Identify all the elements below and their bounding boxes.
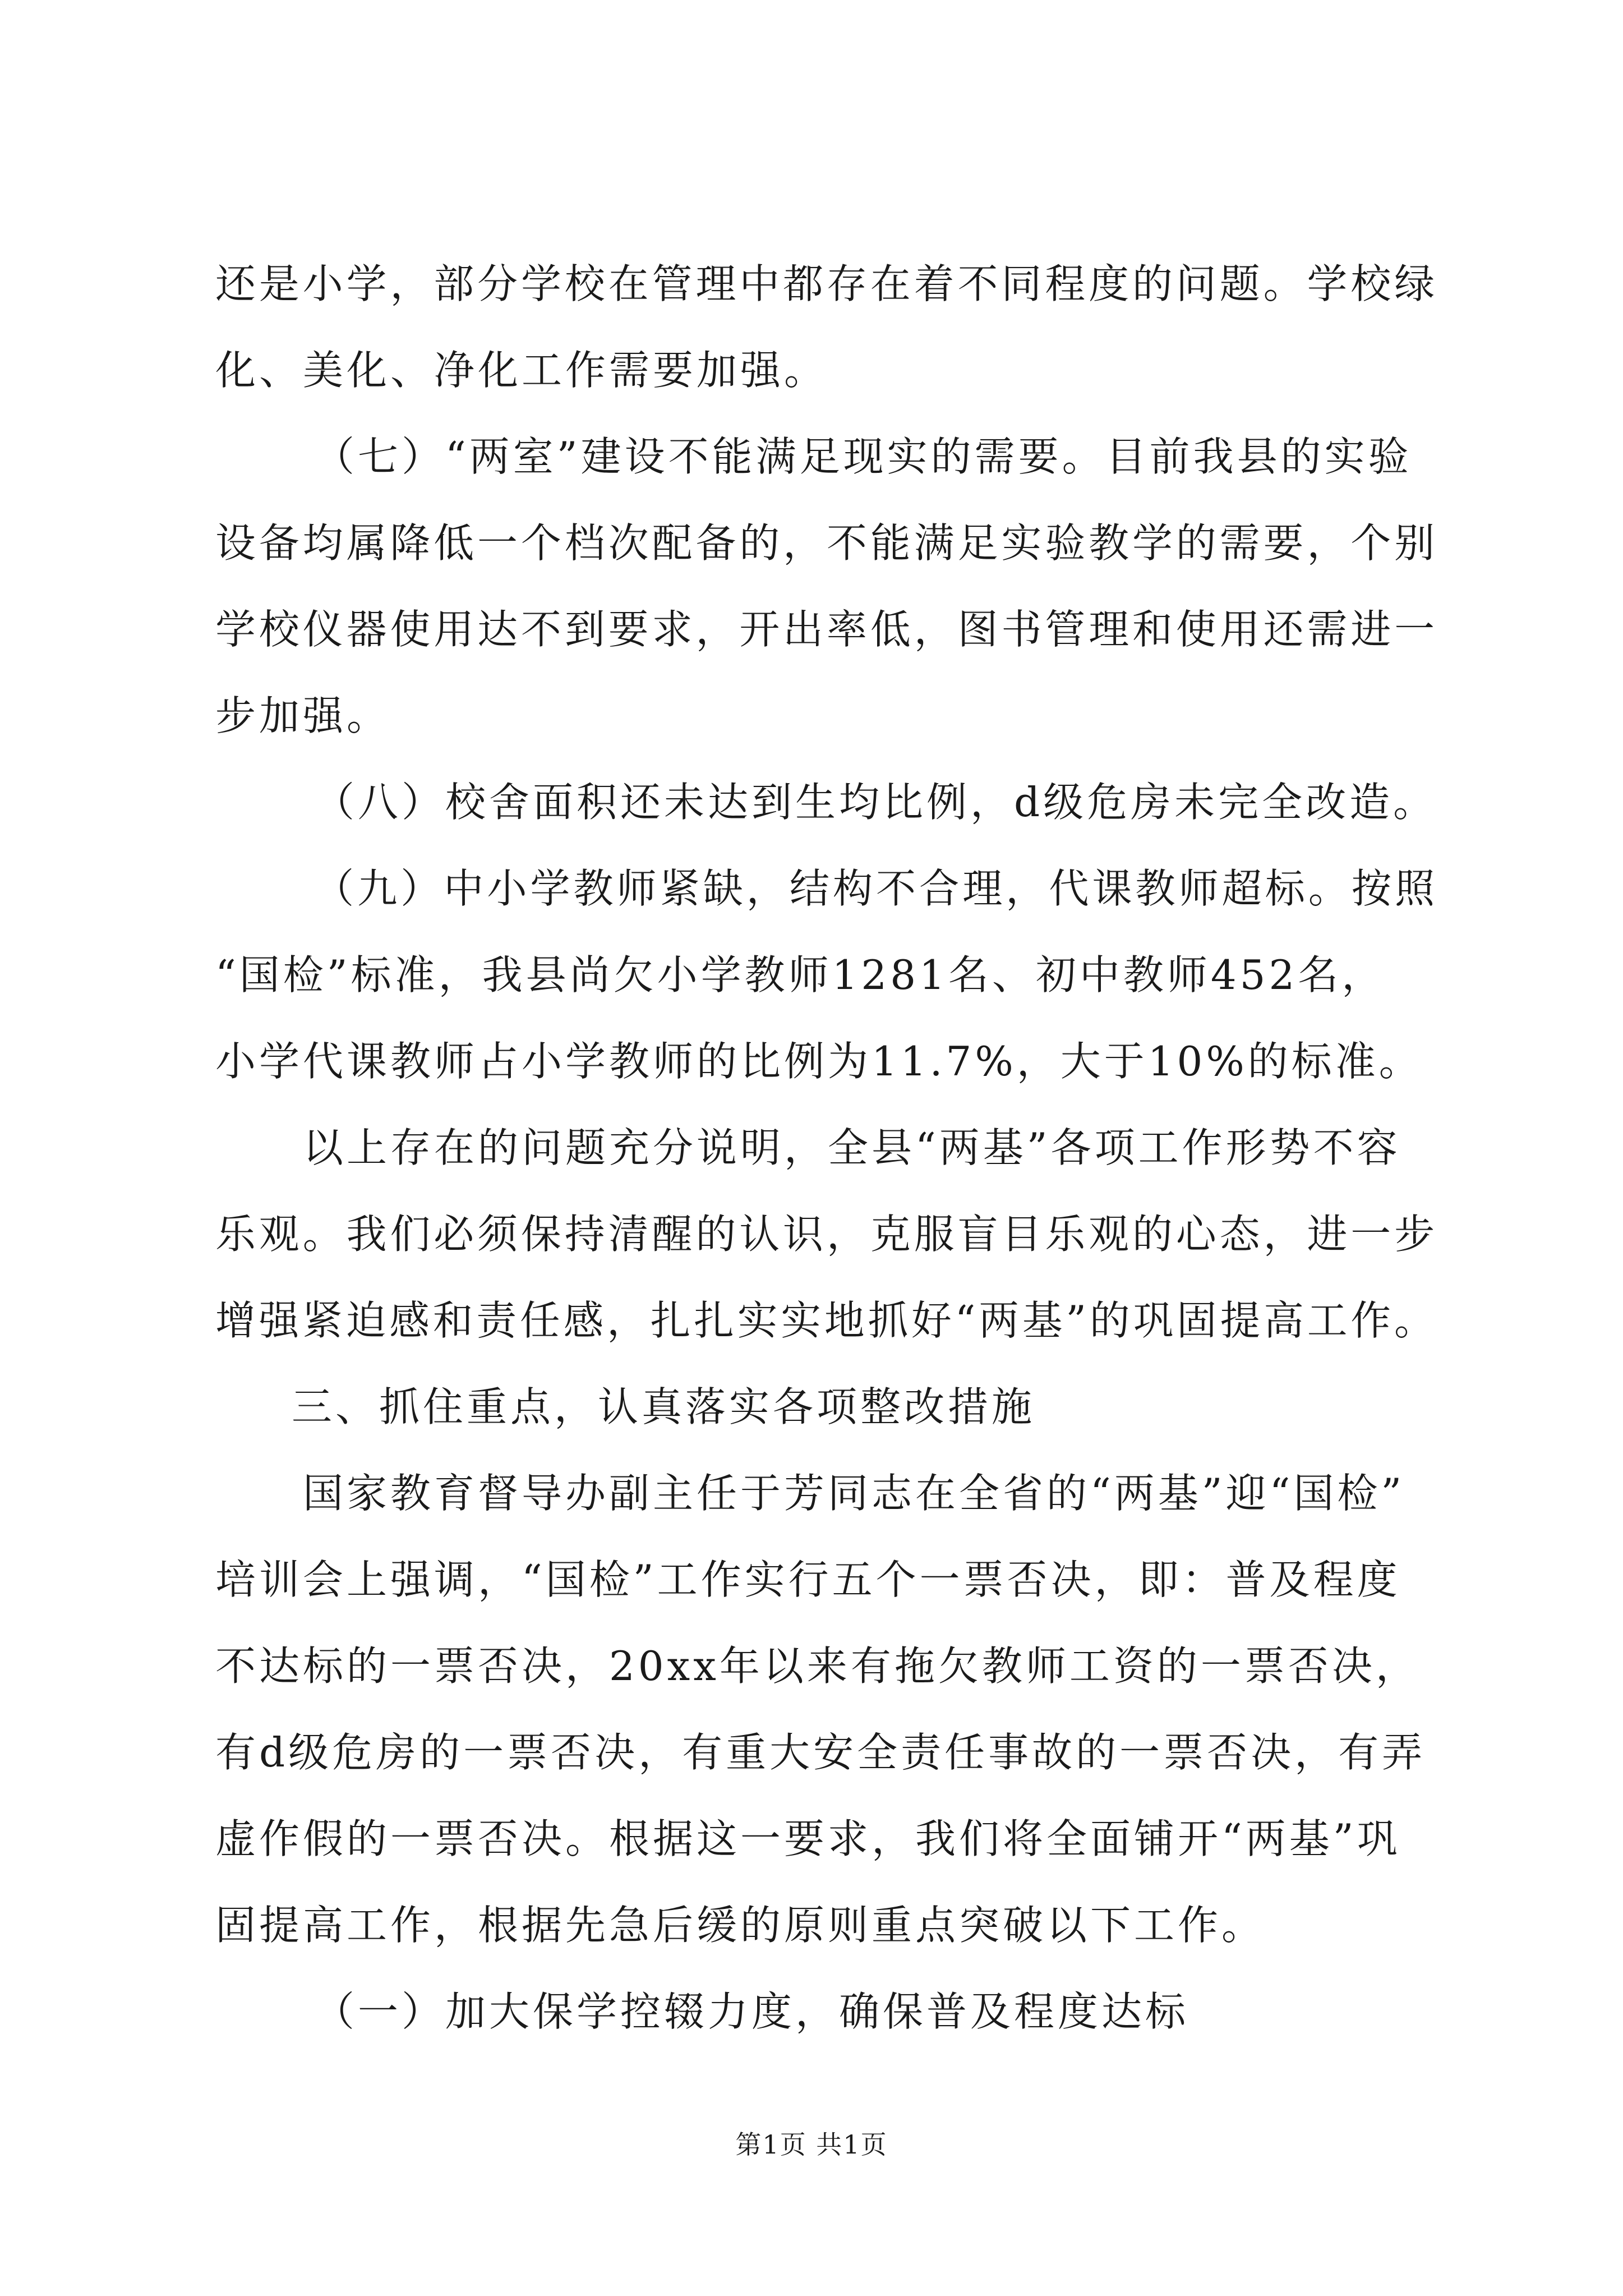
text-line-6: 步加强。 <box>215 692 391 739</box>
text-line-19: 虚作假的一票否决。根据这一要求，我们将全面铺开“两基”巩 <box>215 1815 1401 1862</box>
text-line-11: 以上存在的问题充分说明，全县“两基”各项工作形势不容 <box>303 1124 1401 1171</box>
page-number-footer: 第1页 共1页 <box>735 2129 888 2160</box>
text-line-1: 还是小学，部分学校在管理中都存在着不同程度的问题。学校绿 <box>215 260 1438 307</box>
text-line-13: 增强紧迫感和责任感，扎扎实实地抓好“两基”的巩固提高工作。 <box>215 1297 1438 1344</box>
text-line-7: （八）校舍面积还未达到生均比例，d级危房未完全改造。 <box>314 779 1437 826</box>
text-line-5: 学校仪器使用达不到要求，开出率低，图书管理和使用还需进一 <box>215 606 1438 653</box>
text-line-8: （九）中小学教师紧缺，结构不合理，代课教师超标。按照 <box>314 865 1438 912</box>
text-line-12: 乐观。我们必须保持清醒的认识，克服盲目乐观的心态，进一步 <box>215 1211 1438 1258</box>
text-line-16: 培训会上强调，“国检”工作实行五个一票否决，即：普及程度 <box>215 1556 1401 1603</box>
text-line-21: （一）加大保学控辍力度，确保普及程度达标 <box>314 1988 1189 2035</box>
text-line-17: 不达标的一票否决，20xx年以来有拖欠教师工资的一票否决， <box>215 1642 1419 1690</box>
text-line-18: 有d级危房的一票否决，有重大安全责任事故的一票否决，有弄 <box>215 1729 1426 1776</box>
text-line-14: 三、抓住重点，认真落实各项整改措施 <box>292 1383 1036 1430</box>
text-line-3: （七）“两室”建设不能满足现实的需要。目前我县的实验 <box>314 433 1412 480</box>
text-line-15: 国家教育督导办副主任于芳同志在全省的“两基”迎“国检” <box>303 1470 1405 1517</box>
text-line-2: 化、美化、净化工作需要加强。 <box>215 347 828 394</box>
text-line-20: 固提高工作，根据先急后缓的原则重点突破以下工作。 <box>215 1902 1266 1949</box>
text-line-10: 小学代课教师占小学教师的比例为11.7%，大于10%的标准。 <box>215 1038 1423 1085</box>
text-line-9: “国检”标准，我县尚欠小学教师1281名、初中教师452名， <box>215 951 1386 999</box>
text-line-4: 设备均属降低一个档次配备的，不能满足实验教学的需要，个别 <box>215 519 1438 567</box>
